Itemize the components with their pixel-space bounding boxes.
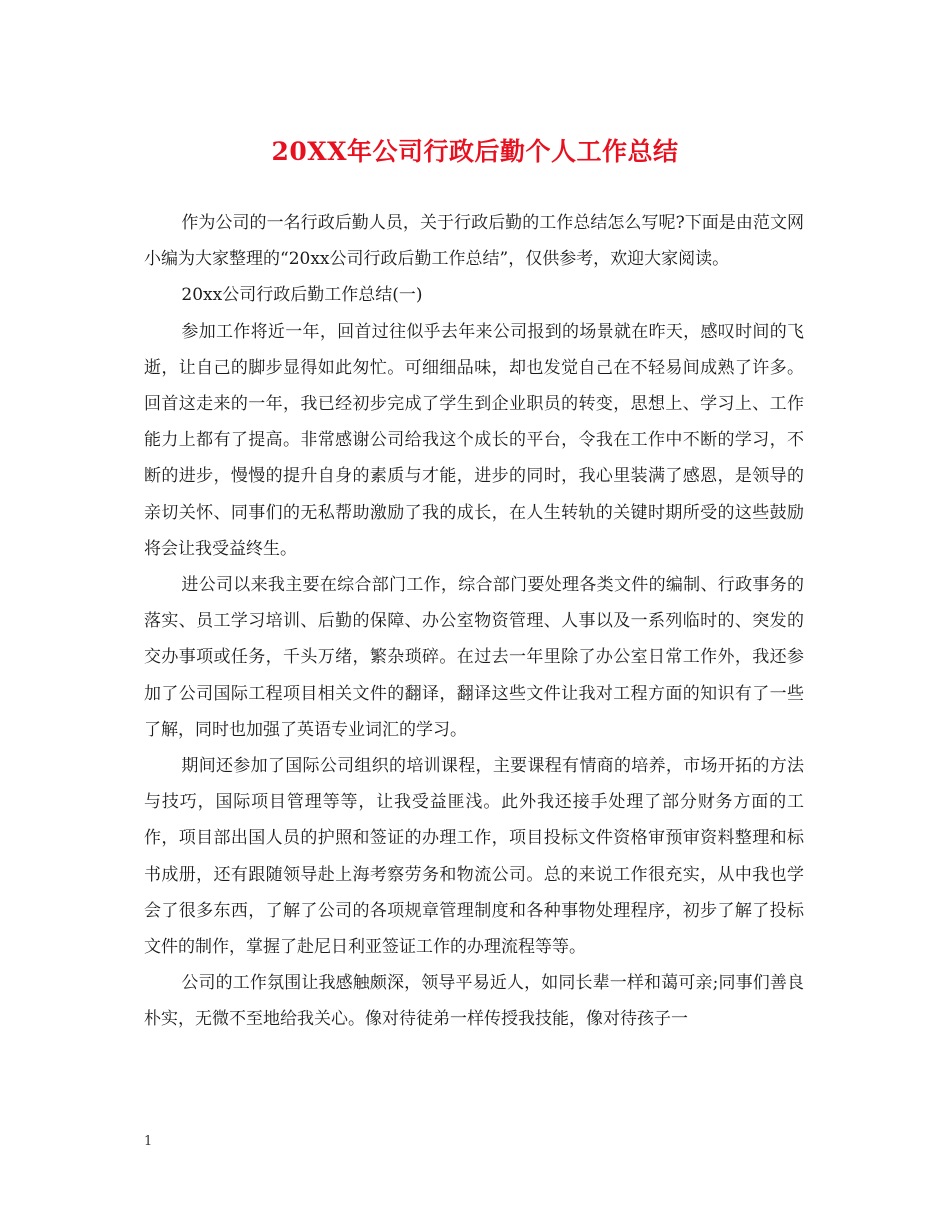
intro-paragraph: 作为公司的一名行政后勤人员，关于行政后勤的工作总结怎么写呢?下面是由范文网小编为大家整理的“20xx公司行政后勤工作总结”，仅供参考，欢迎大家阅读。 bbox=[144, 213, 804, 270]
section-heading: 20xx公司行政后勤工作总结(一) bbox=[181, 285, 423, 306]
page-number: 1 bbox=[144, 1134, 153, 1149]
document-body bbox=[144, 205, 804, 1038]
body-paragraph: 参加工作将近一年，回首过往似乎去年来公司报到的场景就在昨天，感叹时间的飞逝，让自己的脚步显得如此匆忙。可细细品味，却也发觉自己在不轻易间成熟了许多。回首这走来的一年，我已经初步完成了学生到企业职员的转变，思想上、学习上、工作能力上都有了提高。非常感谢公司给我这个成长的平台，令我在工作中不断的学习，不断的进步，慢慢的提升自身的素质与才能，进步的同时，我心里装满了感恩，是领导的亲切关怀、同事们的无私帮助激励了我的成长，在人生转轨的关键时期所受的这些鼓励将会让我受益终生。 bbox=[144, 321, 804, 559]
document-title: 20XX年公司行政后勤个人工作总结 bbox=[271, 137, 679, 166]
body-paragraph: 公司的工作氛围让我感触颇深，领导平易近人，如同长辈一样和蔼可亲;同事们善良朴实，无微不至地给我关心。像对待徒弟一样传授我技能，像对待孩子一 bbox=[144, 973, 804, 1030]
body-paragraph: 进公司以来我主要在综合部门工作，综合部门要处理各类文件的编制、行政事务的落实、员工学习培训、后勤的保障、办公室物资管理、人事以及一系列临时的、突发的交办事项或任务，千头万绪，繁杂琐碎。在过去一年里除了办公室日常工作外，我还参加了公司国际工程项目相关文件的翻译，翻译这些文件让我对工程方面的知识有了一些了解，同时也加强了英语专业词汇的学习。 bbox=[144, 575, 804, 740]
body-paragraph: 期间还参加了国际公司组织的培训课程，主要课程有情商的培养，市场开拓的方法与技巧，国际项目管理等等，让我受益匪浅。此外我还接手处理了部分财务方面的工作，项目部出国人员的护照和签证的办理工作，项目投标文件资格审预审资料整理和标书成册，还有跟随领导赴上海考察劳务和物流公司。总的来说工作很充实，从中我也学会了很多东西，了解了公司的各项规章管理制度和各种事物处理程序，初步了解了投标文件的制作，掌握了赴尼日利亚签证工作的办理流程等等。 bbox=[144, 756, 804, 958]
